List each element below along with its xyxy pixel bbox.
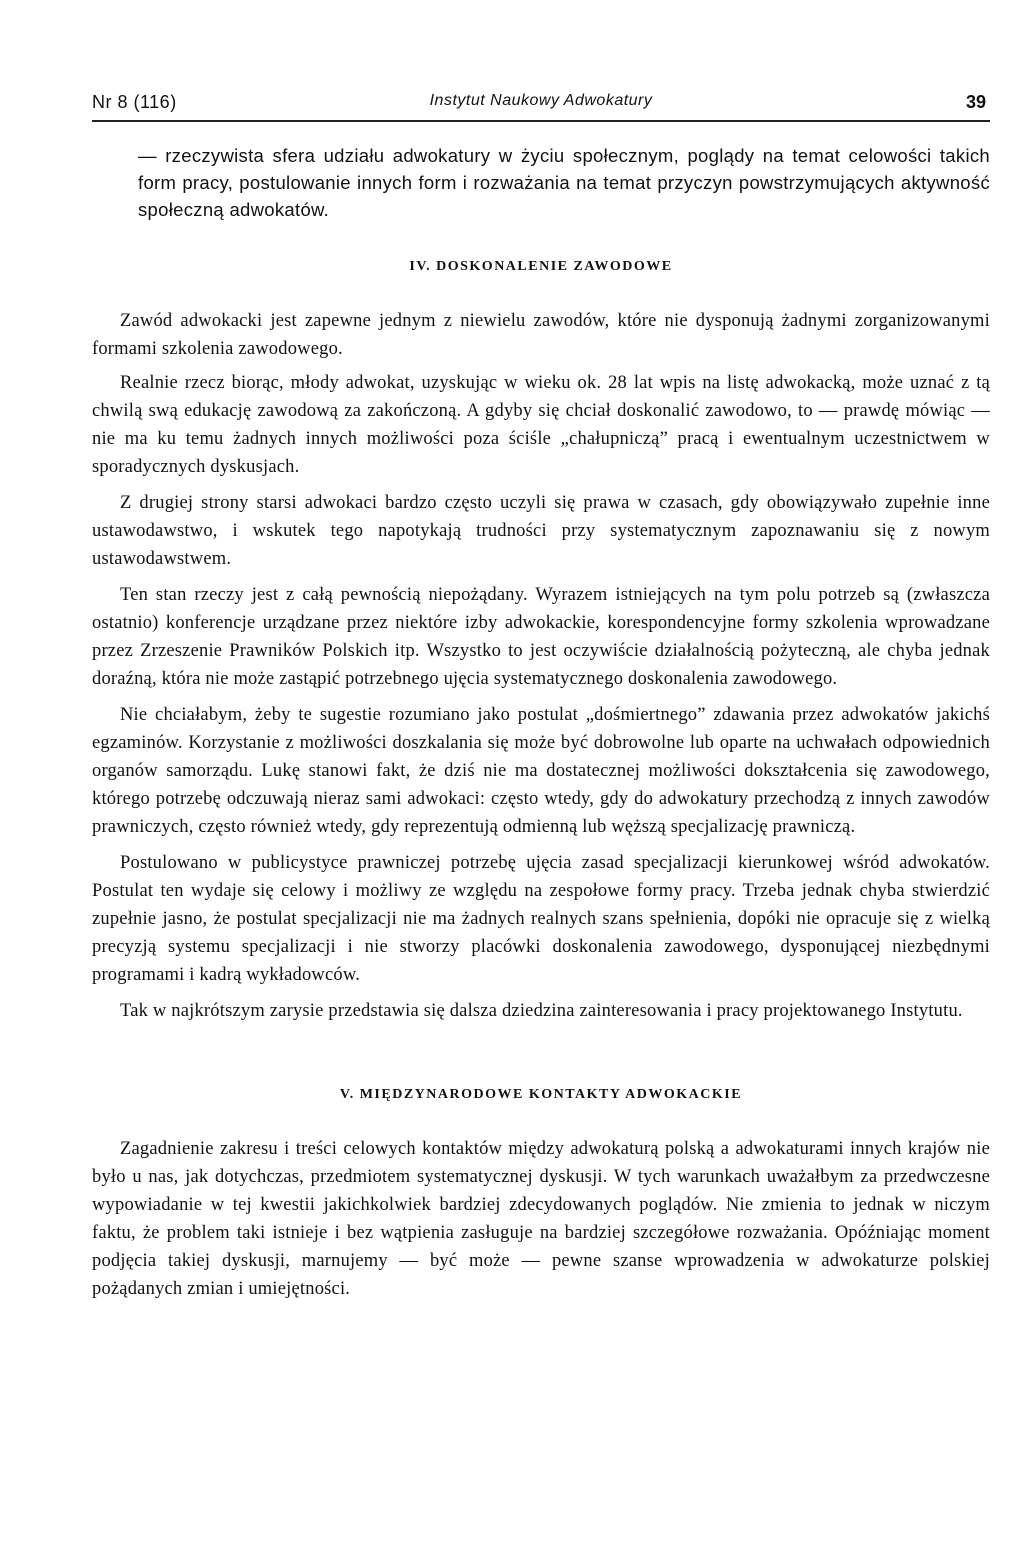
intro-dash-item: — rzeczywista sfera udziału adwokatury w życiu społecznym, poglądy na temat celowości takich form pracy, postulowanie innych form i rozważania na temat przyczyn powstrzymujących aktywność społeczną adwokatów. <box>138 145 990 220</box>
paragraph: Zagadnienie zakresu i treści celowych kontaktów między adwokaturą polską a adwokaturami innych krajów nie było u nas, jak dotychczas, przedmiotem systematycznej dyskusji. W tych warunkach uważałbym za przedwczesne wypowiadanie w tej kwestii jakichkolwiek bardziej zdecydowanych poglądów. Nie zmienia to jednak w niczym faktu, że problem taki istnieje i bez wątpienia zasługuje na bardziej szczegółowe rozważania. Opóźniając moment podjęcia takiej dyskusji, marnujemy — być może — pewne szanse wprowadzenia w adwokaturze polskiej pożądanych zmian i umiejętności. <box>92 1139 990 1299</box>
paragraph: Nie chciałabym, żeby te sugestie rozumiano jako postulat „dośmiertnego” zdawania przez adwokatów jakichś egzaminów. Korzystanie z możliwości doszkalania się może być dobrowolne lub oparte na uchwałach odpowiednich organów samorządu. Lukę stanowi fakt, że dziś nie ma dostatecznej możliwości dokształcenia się zawodowego, którego potrzebę odczuwają nieraz sami adwokaci: często wtedy, gdy do adwokatury przechodzą z innych zawodów prawniczych, często również wtedy, gdy reprezentują odmienną lub węższą specjalizację prawniczą. <box>92 705 990 837</box>
document-page <box>92 84 990 1311</box>
paragraph: Zawód adwokacki jest zapewne jednym z niewielu zawodów, które nie dysponują żadnymi zorganizowanymi formami szkolenia zawodowego. <box>92 311 990 359</box>
section-heading-v: V. MIĘDZYNARODOWE KONTAKTY ADWOKACKIE <box>339 1087 743 1102</box>
issue-number: Nr 8 (116) <box>92 92 177 112</box>
paragraph: Postulowano w publicystyce prawniczej potrzebę ujęcia zasad specjalizacji kierunkowej wśród adwokatów. Postulat ten wydaje się celowy i możliwy ze względu na zespołowe formy pracy. Trzeba jednak chyba stwierdzić zupełnie jasno, że postulat specjalizacji nie ma żadnych realnych szans spełnienia, dopóki nie opracuje się z wielką precyzją systemu specjalizacji i nie stworzy placówki doskonalenia zawodowego, dysponującej niezbędnymi programami i kadrą wykładowców. <box>92 853 990 985</box>
paragraph: Realnie rzecz biorąc, młody adwokat, uzyskując w wieku ok. 28 lat wpis na listę adwokacką, może uznać z tą chwilą swą edukację zawodową za zakończoną. A gdyby się chciał doskonalić zawodowo, to — prawdę mówiąc — nie ma ku temu żadnych innych możliwości poza ściśle „chałupniczą” pracą i ewentualnym uczestnictwem w sporadycznych dyskusjach. <box>92 373 990 477</box>
page-number: 39 <box>965 92 986 112</box>
running-header <box>92 84 990 122</box>
paragraph: Z drugiej strony starsi adwokaci bardzo często uczyli się prawa w czasach, gdy obowiązywało zupełnie inne ustawodawstwo, i wskutek tego napotykają trudności przy systematycznym zapoznawaniu się z nowym ustawodawstwem. <box>92 493 990 569</box>
running-title: Instytut Naukowy Adwokatury <box>429 92 653 109</box>
paragraph: Ten stan rzeczy jest z całą pewnością niepożądany. Wyrazem istniejących na tym polu potrzeb są (zwłaszcza ostatnio) konferencje urządzane przez niektóre izby adwokackie, korespondencyjne formy szkolenia wprowadzane przez Zrzeszenie Prawników Polskich itp. Wszystko to jest oczywiście działalnością pożyteczną, ale chyba jednak doraźną, która nie może zastąpić potrzebnego ujęcia systematycznego doskonalenia zawodowego. <box>92 585 990 689</box>
section-heading-iv: IV. DOSKONALENIE ZAWODOWE <box>409 259 673 274</box>
paragraph: Tak w najkrótszym zarysie przedstawia się dalsza dziedzina zainteresowania i pracy projektowanego Instytutu. <box>120 1001 963 1021</box>
